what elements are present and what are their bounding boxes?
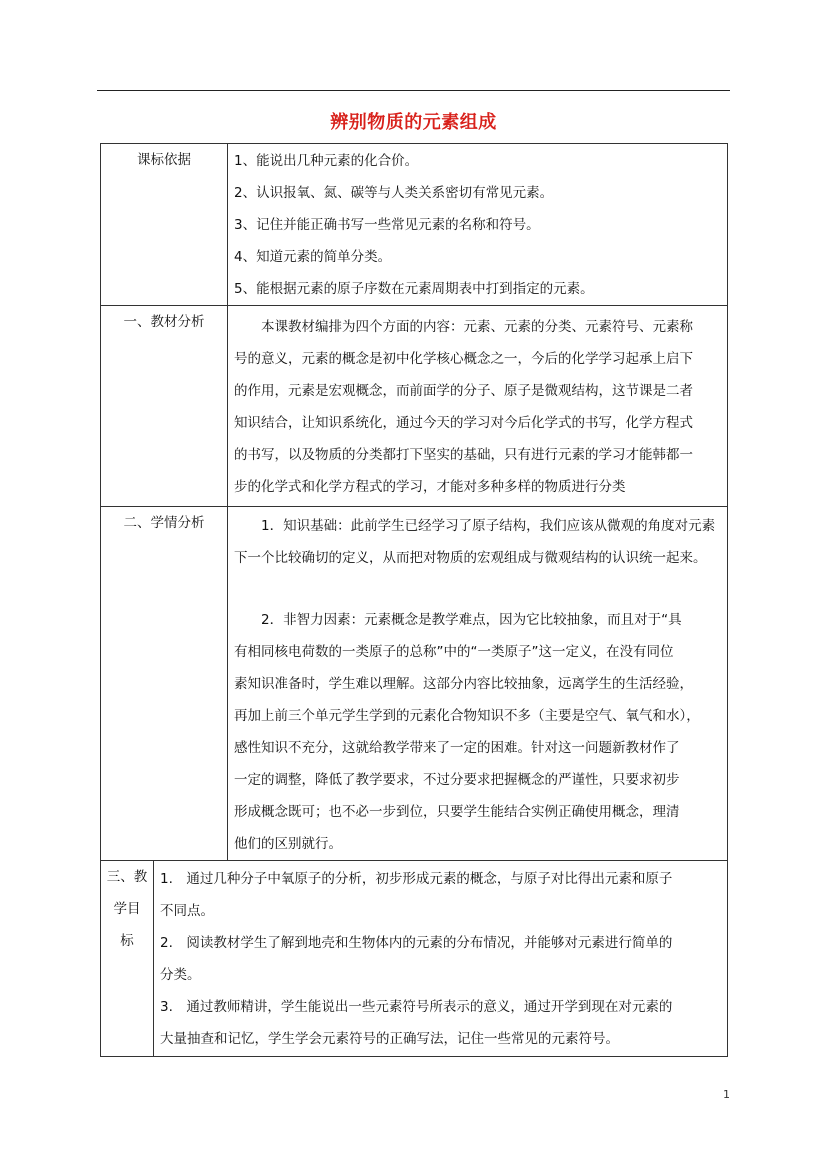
list-item: 1、能说出几种元素的化合价。	[234, 153, 419, 169]
text-line: 1．知识基础：此前学生已经学习了原子结构，我们应该从微观的角度对元素	[261, 518, 716, 534]
text-line: 的书写，以及物质的分类都打下坚实的基础，只有进行元素的学习才能韩都一	[234, 447, 693, 463]
text-line: 不同点。	[160, 903, 214, 919]
text-line: 的作用，元素是宏观概念，而前面学的分子、原子是微观结构，这节课是二者	[234, 383, 693, 399]
page-number: 1	[723, 1088, 730, 1101]
row-label-textbook	[101, 306, 228, 507]
text-line: 本课教材编排为四个方面的内容：元素、元素的分类、元素符号、元素称	[261, 319, 693, 335]
label-text: 二、学情分析	[123, 515, 205, 531]
goals-content	[154, 861, 728, 1057]
label-text: 一、教材分析	[123, 314, 205, 330]
list-item: 4、知道元素的简单分类。	[234, 249, 392, 265]
text-line: 大量抽查和记忆，学生学会元素符号的正确写法，记住一些常见的元素符号。	[160, 1031, 619, 1047]
row-curriculum-basis	[101, 144, 728, 306]
text-line: 下一个比较确切的定义，从而把对物质的宏观组成与微观结构的认识统一起来。	[234, 550, 707, 566]
document-title: 辨别物质的元素组成	[330, 112, 497, 133]
paragraph-gap	[234, 574, 721, 604]
text-line: 知识结合，让知识系统化，通过今天的学习对今后化学式的书写，化学方程式	[234, 415, 693, 431]
lesson-plan-table	[100, 143, 728, 1057]
row-learner-analysis	[101, 507, 728, 861]
text-line: 1. 通过几种分子中氧原子的分析，初步形成元素的概念，与原子对比得出元素和原子	[160, 871, 673, 887]
label-text: 课标依据	[137, 152, 191, 168]
text-line: 感性知识不充分，这就给教学带来了一定的困难。针对这一问题新教材作了	[234, 740, 680, 756]
text-line: 素知识准备时，学生难以理解。这部分内容比较抽象，远离学生的生活经验，	[234, 676, 693, 692]
text-line: 2. 阅读教材学生了解到地壳和生物体内的元素的分布情况，并能够对元素进行简单的	[160, 935, 673, 951]
text-line: 再加上前三个单元学生学到的元素化合物知识不多（主要是空气、氧气和水），	[234, 708, 700, 724]
text-line: 号的意义，元素的概念是初中化学核心概念之一，今后的化学学习起承上启下	[234, 351, 693, 367]
row-label-goals	[101, 861, 154, 1057]
list-item: 5、能根据元素的原子序数在元素周期表中打到指定的元素。	[234, 281, 594, 297]
text-line: 他们的区别就行。	[234, 836, 342, 852]
label-text: 标	[120, 933, 134, 949]
textbook-content	[228, 306, 728, 507]
text-line: 一定的调整，降低了教学要求，不过分要求把握概念的严谨性，只要求初步	[234, 772, 680, 788]
text-line: 形成概念既可；也不必一步到位，只要学生能结合实例正确使用概念，理清	[234, 804, 680, 820]
text-line: 3. 通过教师精讲，学生能说出一些元素符号所表示的意义，通过开学到现在对元素的	[160, 999, 673, 1015]
list-item: 2、认识报氧、氮、碳等与人类关系密切有常见元素。	[234, 185, 554, 201]
row-textbook-analysis	[101, 306, 728, 507]
text-line: 2．非智力因素：元素概念是教学难点，因为它比较抽象，而且对于“具	[261, 612, 682, 628]
text-line: 步的化学式和化学方程式的学习，才能对多种多样的物质进行分类	[234, 479, 626, 495]
label-text: 学目	[113, 901, 141, 917]
text-line: 分类。	[160, 967, 201, 983]
text-line: 有相同核电荷数的一类原子的总称”中的“一类原子”这一定义，在没有同位	[234, 644, 674, 660]
row-label-curriculum	[101, 144, 228, 306]
row-teaching-goals	[101, 861, 728, 1057]
learner-content	[228, 507, 728, 861]
header-rule	[97, 90, 730, 91]
list-item: 3、记住并能正确书写一些常见元素的名称和符号。	[234, 217, 540, 233]
label-text: 三、教	[106, 869, 148, 885]
row-label-learner	[101, 507, 228, 861]
curriculum-content	[228, 144, 728, 306]
